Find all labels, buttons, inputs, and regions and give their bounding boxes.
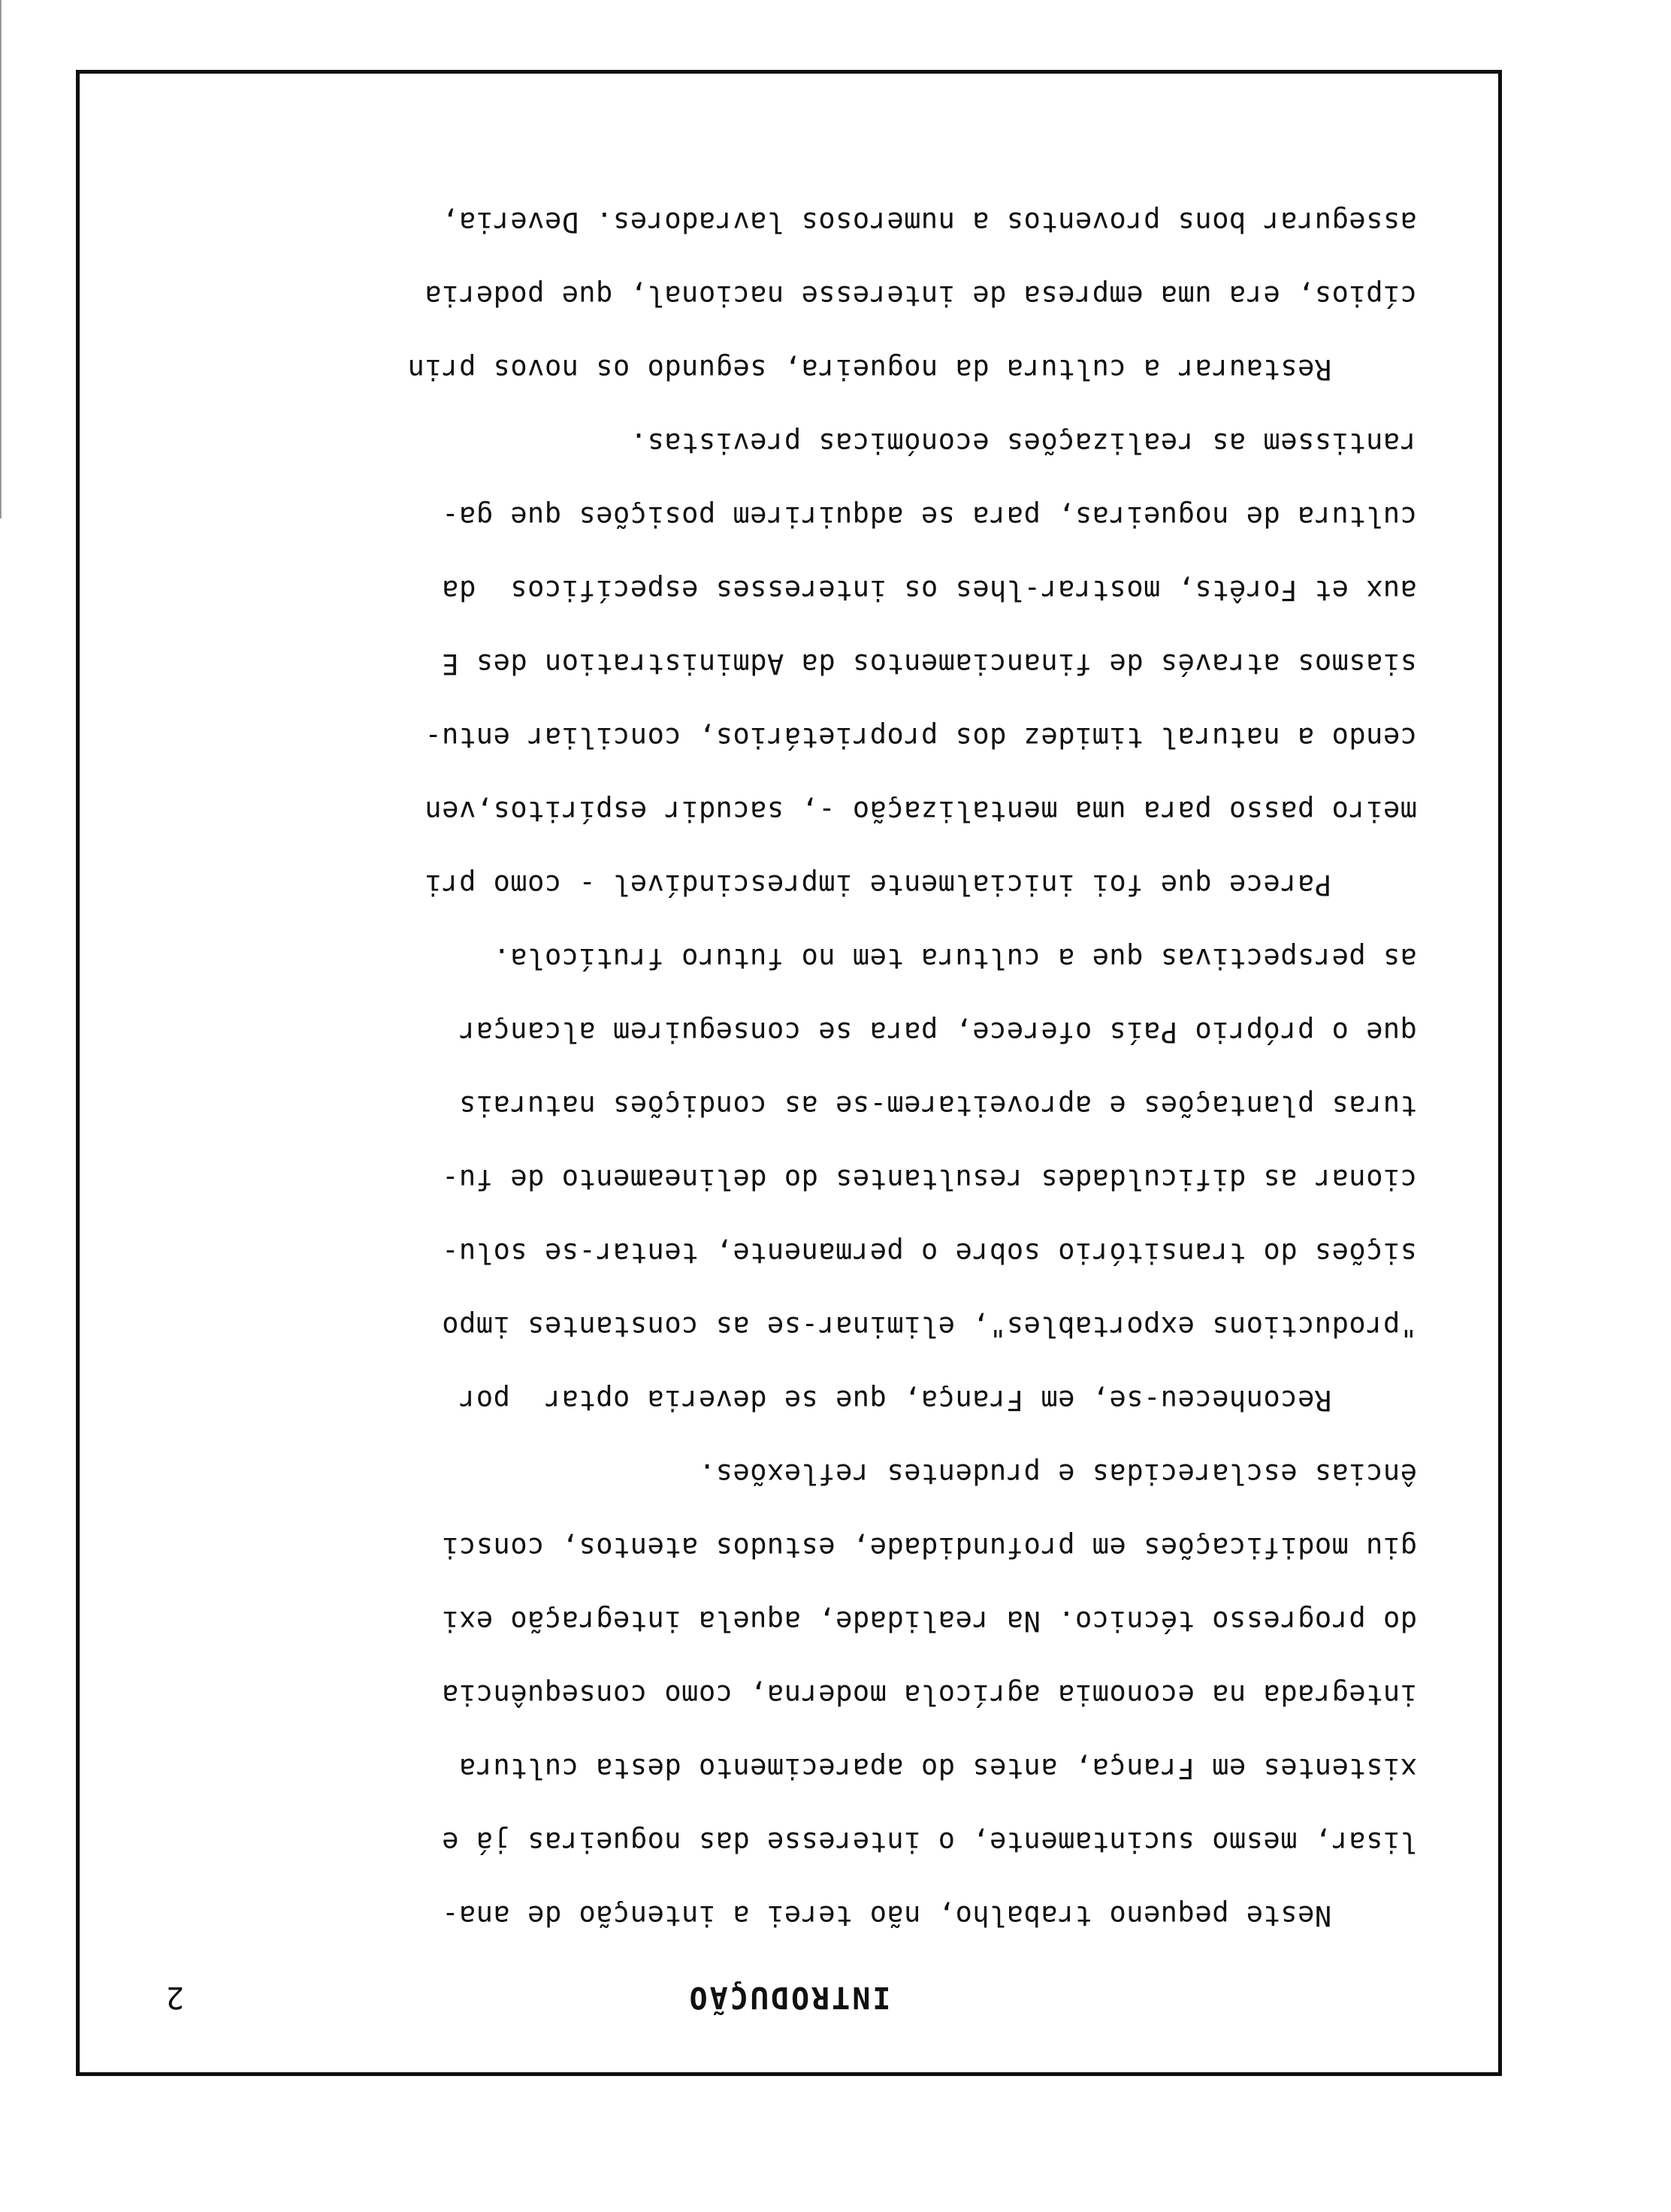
page-header <box>80 1975 1498 2020</box>
rotated-content <box>80 74 1498 2072</box>
scan-edge-mark <box>0 0 2 518</box>
text-line: sições do transitório sobre o permanente, tentar-se solu- <box>441 1237 1417 1269</box>
text-line: que o próprio País oferece, para se conseguirem alcançar <box>458 1016 1417 1048</box>
text-line: rantissem as realizações económicas previstas. <box>630 427 1417 459</box>
text-line: aux et Forêts, mostrar-lhes os interesses específicos da <box>441 574 1417 606</box>
text-line: xistentes em França, antes do aparecimento desta cultura <box>458 1752 1417 1784</box>
text-line: meiro passo para uma mentalização -, sacudir espíritos,ven <box>424 795 1417 827</box>
text-line: assegurar bons proventos a numerosos lavradores. Deveria, <box>441 206 1417 238</box>
text-line: cípios, era uma empresa de interesse nacional, que poderia <box>424 280 1417 312</box>
text-line: turas plantações e aproveitarem-se as condições naturais <box>458 1089 1417 1122</box>
text-line: Restaurar a cultura da nogueira, segundo os novos prin <box>407 353 1417 385</box>
text-line: lisar, mesmo sucintamente, o interesse das nogueiras já e <box>441 1826 1417 1858</box>
text-line: Neste pequeno trabalho, não terei a intenção de ana- <box>441 1899 1417 1932</box>
text-line: Parece que foi inicialmente imprescindível - como pri <box>424 869 1417 901</box>
text-line: cendo a natural timidez dos proprietários, conciliar entu- <box>424 721 1417 754</box>
text-line: integrada na economia agrícola moderna, como consequência <box>441 1679 1417 1711</box>
text-line: siasmos através de financiamentos da Administration des E <box>441 648 1417 680</box>
page-border <box>76 70 1502 2076</box>
text-line: cionar as dificuldades resultantes do delineamento de fu- <box>441 1163 1417 1195</box>
text-line: "productions exportables", eliminar-se as constantes impo <box>441 1310 1417 1343</box>
body-text <box>125 185 1417 1952</box>
text-line: ências esclarecidas e prudentes reflexões. <box>698 1458 1417 1490</box>
text-line: giu modificações em profundidade, estudos atentos, consci <box>441 1531 1417 1564</box>
text-line: as perspectivas que a cultura tem no futuro frutícola. <box>493 942 1417 975</box>
page-title: INTRODUÇÃO <box>687 1980 891 2014</box>
text-line: cultura de nogueiras, para se adquirirem posições que ga- <box>441 500 1417 533</box>
text-line: Reconheceu-se, em França, que se deveria optar por <box>458 1384 1417 1416</box>
text-line: do progresso técnico. Na realidade, aquela integração exi <box>441 1605 1417 1637</box>
page-number: 2 <box>166 1980 185 2014</box>
